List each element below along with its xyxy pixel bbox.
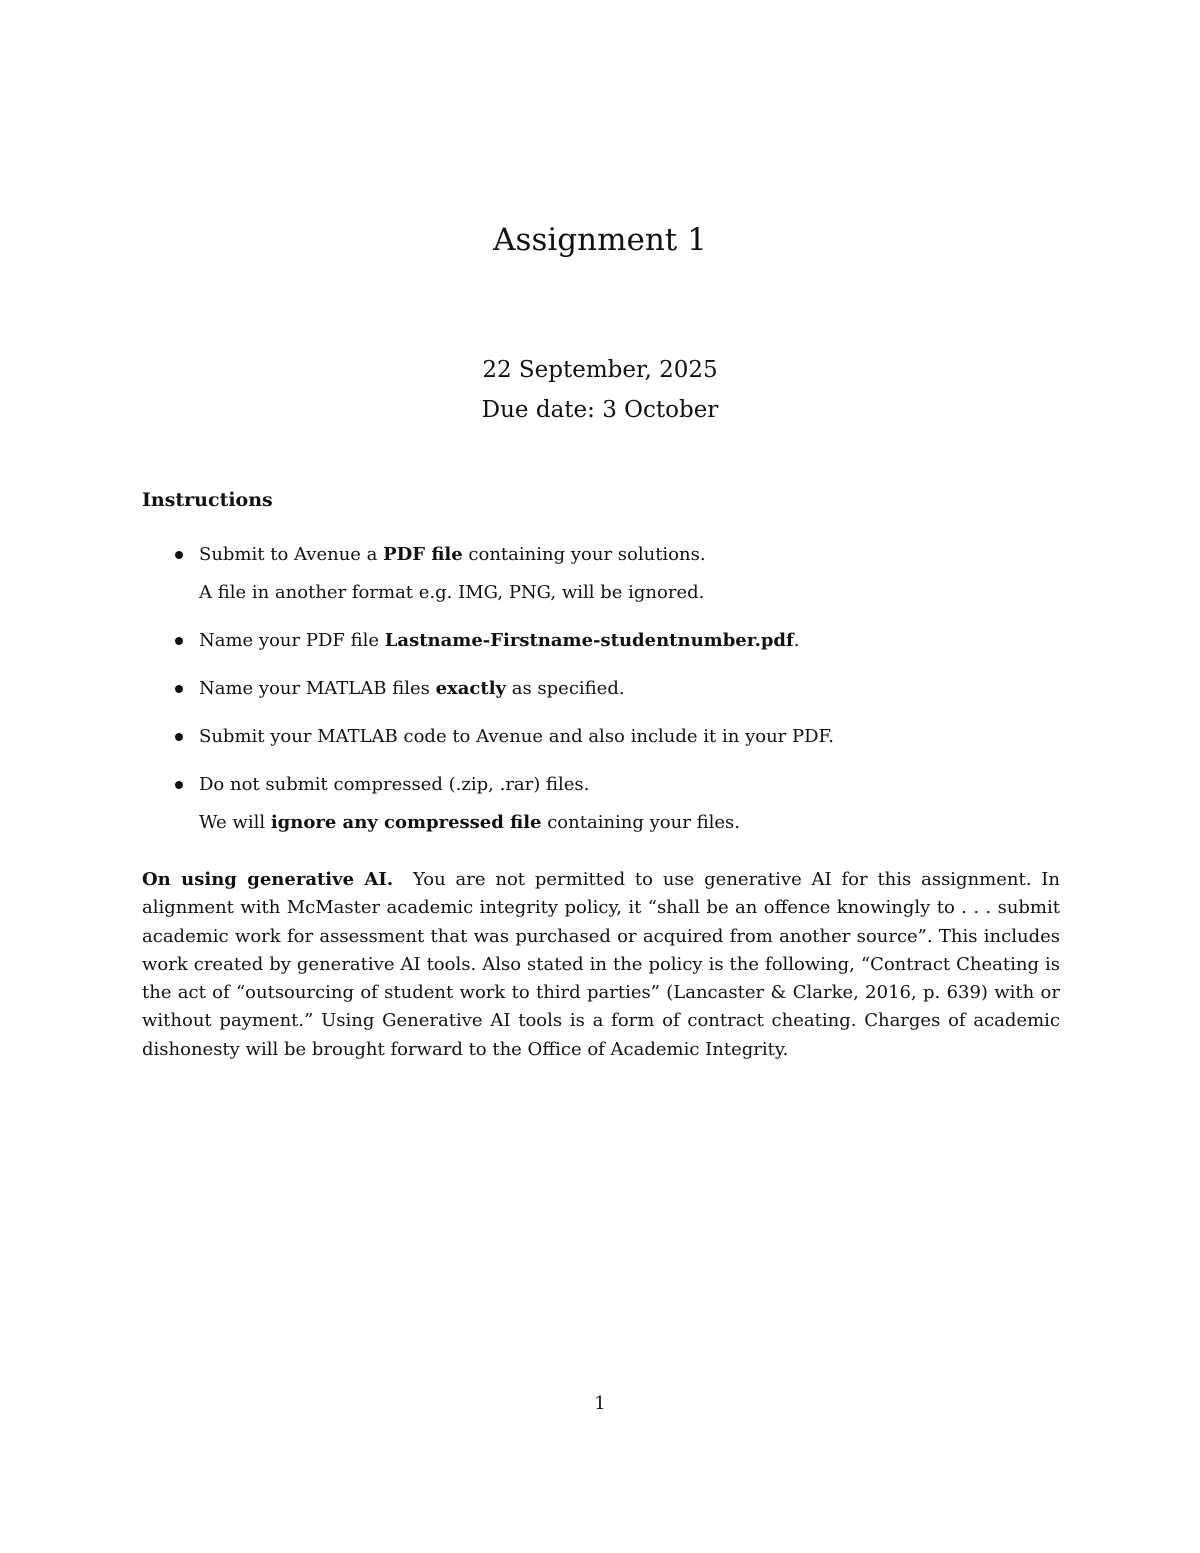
bullet-icon	[175, 781, 183, 789]
list-item-line: Submit your MATLAB code to Avenue and also include it in your PDF.	[199, 726, 834, 747]
policy-heading: On using generative AI.	[142, 869, 394, 890]
text-span: We will	[199, 812, 271, 833]
bold-text: PDF file	[383, 544, 463, 565]
bullet-icon	[175, 637, 183, 645]
list-item-line: A file in another format e.g. IMG, PNG, will be ignored.	[199, 582, 705, 603]
list-item-line	[199, 670, 1062, 708]
text-span: containing your files.	[541, 812, 740, 833]
list-item-line	[199, 804, 1062, 842]
document-title: Assignment 1	[493, 222, 707, 258]
text-span: as specified.	[506, 678, 625, 699]
policy-body: You are not permitted to use generative AI for this assignment. In alignment with McMaster academic integrity policy, it “shall be an offence knowingly to . . . submit academic work for assessment that was purchased or acquired from another source”. This includes work created by generative AI tools. Also stated in the policy is the following, “Contract Cheating is the act of “outsourcing of student work to third parties” (Lancaster & Clarke, 2016, p. 639) with or without payment.” Using Generative AI tools is a form of contract cheating. Charges of academic dishonesty will be brought forward to the Office of Academic Integrity.	[142, 869, 1060, 1060]
list-item-line	[199, 536, 1062, 574]
bullet-icon	[175, 551, 183, 559]
page-number: 1	[594, 1393, 606, 1414]
bullet-icon	[175, 733, 183, 741]
bold-text: ignore any compressed file	[270, 812, 542, 833]
list-item	[142, 766, 1062, 842]
text-span: .	[793, 630, 800, 651]
list-item	[142, 670, 1062, 708]
policy-paragraph	[142, 866, 1060, 1064]
list-item-line	[199, 622, 1062, 660]
list-item-line: Do not submit compressed (.zip, .rar) files.	[199, 774, 590, 795]
text-span: Name your MATLAB files	[199, 678, 436, 699]
text-span: containing your solutions.	[462, 544, 706, 565]
list-item	[142, 718, 1062, 756]
text-span: Name your PDF file	[199, 630, 385, 651]
bold-text: exactly	[435, 678, 506, 699]
list-item	[142, 536, 1062, 612]
bullet-icon	[175, 685, 183, 693]
instructions-list	[142, 536, 1062, 852]
document-date: 22 September, 2025	[482, 357, 718, 383]
bold-text: Lastname-Firstname-studentnumber.pdf	[384, 630, 794, 651]
list-item	[142, 622, 1062, 660]
due-date: Due date: 3 October	[481, 397, 719, 423]
instructions-heading: Instructions	[142, 489, 273, 511]
text-span: Submit to Avenue a	[199, 544, 384, 565]
